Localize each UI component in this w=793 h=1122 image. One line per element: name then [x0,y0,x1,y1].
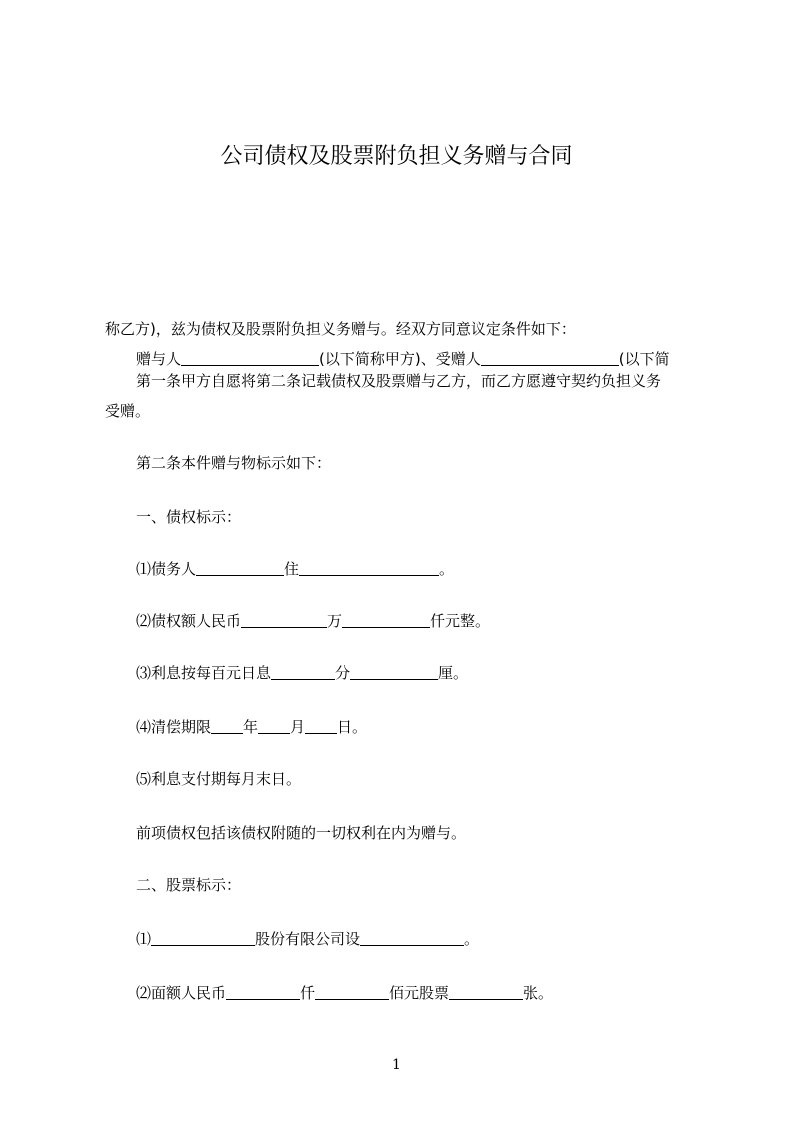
debtor-blank [196,559,284,576]
document-title: 公司债权及股票附负担义务赠与合同 [220,144,573,169]
debt-item-3 [105,658,705,688]
page-number: 1 [392,1057,401,1073]
debt-item-4 [105,712,705,742]
debt-item-2-end: 仟元整。 [430,612,491,630]
debt-item-1 [105,554,705,584]
stock-item-1-end: 。 [464,930,480,948]
debt-item-4-month: 月 [290,718,306,736]
intro-line-2: 称乙方)，兹为债权及股票附负担义务赠与。经双方同意议定条件如下： [105,320,576,338]
year-blank [211,717,243,734]
article-1-line-2: 受赠。 [105,402,151,420]
donor-suffix: (以下简称甲方)、受赠人 [319,350,481,368]
amount-wan-blank [241,611,327,628]
debt-item-4-year: 年 [243,718,259,736]
donor-blank [181,349,319,366]
debt-item-1-address-label: 住 [284,560,300,578]
debt-item-1-label: ⑴债务人 [136,560,197,578]
debt-item-3-end: 厘。 [438,664,469,682]
donor-label: 赠与人 [136,350,182,368]
stock-item-2 [105,978,705,1008]
stock-item-2-qian: 仟 [300,984,316,1002]
share-count-blank [449,983,523,1000]
debt-item-2 [105,606,705,636]
article-1-line-1: 第一条甲方自愿将第二条记载债权及股票赠与乙方，而乙方愿遵守契约负担义务 [136,372,662,390]
stock-item-2-bai: 佰元股票 [389,984,450,1002]
stock-item-1-company: 股份有限公司设 [255,930,361,948]
article-2: 第二条本件赠与物标示如下： [136,454,332,472]
debt-item-2-wan: 万 [327,612,343,630]
donee-suffix: (以下简 [618,350,670,368]
stock-heading: 二、股票标示： [136,876,242,894]
donee-blank [481,349,619,366]
stock-item-2-end: 张。 [523,984,554,1002]
amount-qian-blank [342,611,430,628]
interest-li-blank [350,663,438,680]
stock-item-2-label: ⑵面额人民币 [136,984,227,1002]
location-blank [360,929,464,946]
debt-item-4-label: ⑷清偿期限 [136,718,212,736]
day-blank [305,717,337,734]
company-blank [151,929,255,946]
debt-item-2-label: ⑵债权额人民币 [136,612,242,630]
face-qian-blank [226,983,300,1000]
interest-fen-blank [271,663,335,680]
debt-note: 前项债权包括该债权附随的一切权利在内为赠与。 [136,824,467,842]
month-blank [258,717,290,734]
face-bai-blank [315,983,389,1000]
address-blank [299,559,439,576]
debt-item-3-fen: 分 [335,664,351,682]
debt-item-3-label: ⑶利息按每百元日息 [136,664,272,682]
debt-item-1-end: 。 [439,560,455,578]
debt-heading: 一、债权标示： [136,508,242,526]
debt-item-4-end: 日。 [337,718,368,736]
debt-item-5: ⑸利息支付期每月末日。 [136,770,302,788]
stock-item-1 [105,924,705,954]
stock-item-1-label: ⑴ [136,930,152,948]
